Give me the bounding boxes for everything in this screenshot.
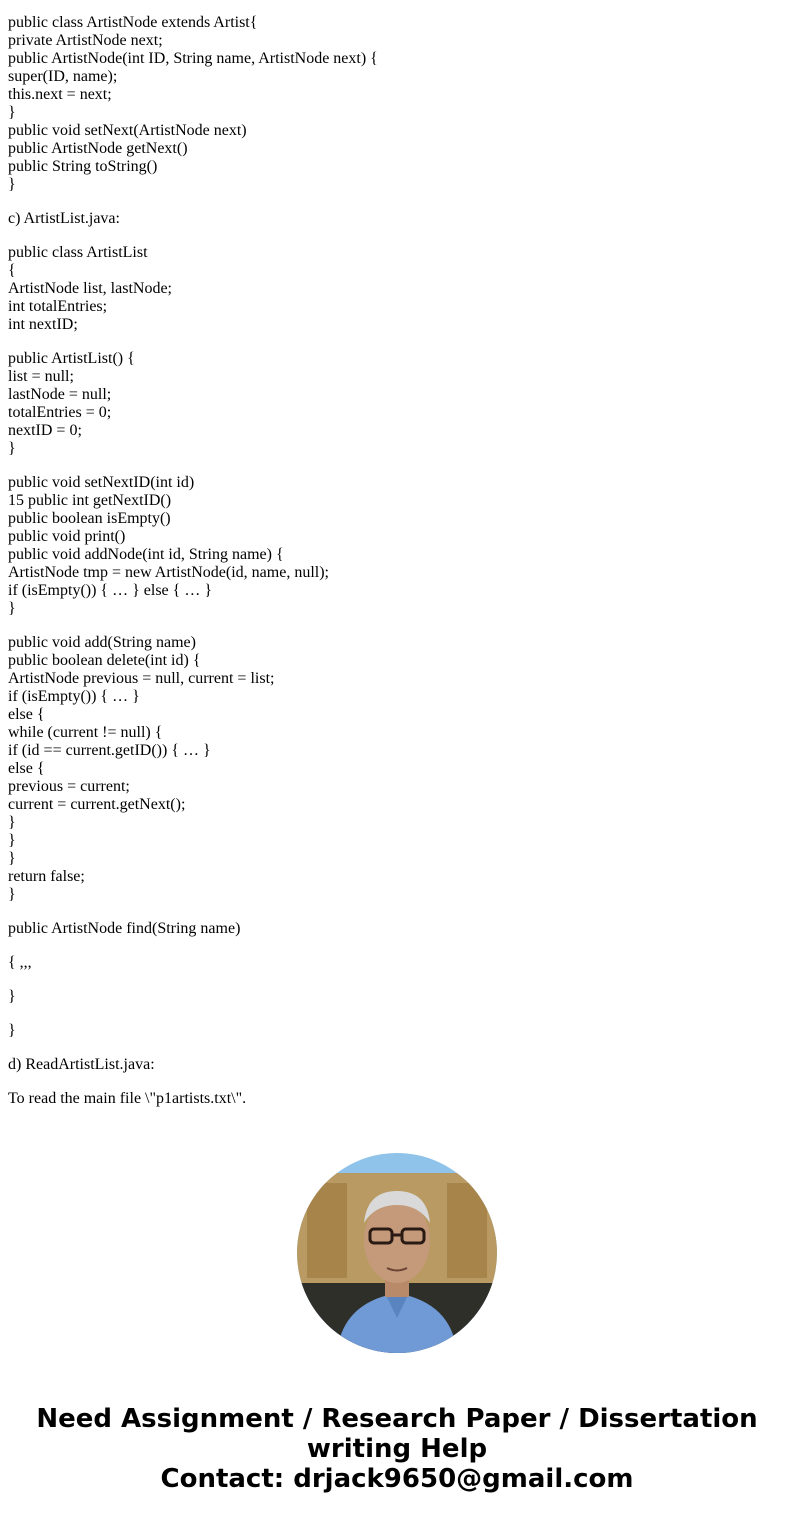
text-block — [8, 920, 778, 938]
code-line: public void add(String name) — [8, 634, 196, 651]
promo-headline-line2: writing Help — [306, 1434, 488, 1464]
code-line: int totalEntries; — [8, 298, 108, 315]
code-line: public void setNext(ArtistNode next) — [8, 122, 247, 139]
text-block — [8, 988, 778, 1006]
code-line: } — [8, 832, 16, 849]
code-line: if (isEmpty()) { … } — [8, 688, 140, 705]
code-line: d) ReadArtistList.java: — [8, 1056, 155, 1073]
person-photo-icon — [297, 1153, 497, 1353]
code-line: public class ArtistNode extends Artist{ — [8, 14, 258, 31]
code-line: } — [8, 176, 16, 193]
code-line: c) ArtistList.java: — [8, 210, 120, 227]
code-line: } — [8, 1022, 16, 1039]
code-line: public ArtistNode(int ID, String name, ArtistNode next) { — [8, 50, 378, 67]
code-line: totalEntries = 0; — [8, 404, 112, 421]
text-block — [8, 1090, 778, 1108]
code-line: ArtistNode list, lastNode; — [8, 280, 172, 297]
code-line: nextID = 0; — [8, 422, 82, 439]
author-avatar — [297, 1153, 497, 1353]
text-block — [8, 954, 778, 972]
text-block — [8, 210, 778, 228]
code-line: ArtistNode tmp = new ArtistNode(id, name, null); — [8, 564, 329, 581]
code-line: while (current != null) { — [8, 724, 163, 741]
code-line: } — [8, 886, 16, 903]
code-line: To read the main file \"p1artists.txt\". — [8, 1090, 247, 1107]
text-block — [8, 350, 778, 458]
promo-contact-line: Contact: drjack9650@gmail.com — [160, 1464, 634, 1494]
code-line: this.next = next; — [8, 86, 112, 103]
code-line: else { — [8, 760, 45, 777]
code-line: 15 public int getNextID() — [8, 492, 172, 509]
code-line: public void addNode(int id, String name) { — [8, 546, 284, 563]
code-line: } — [8, 850, 16, 867]
text-block — [8, 1022, 778, 1040]
code-line: public String toString() — [8, 158, 158, 175]
code-line: public class ArtistList — [8, 244, 148, 261]
code-line: public boolean isEmpty() — [8, 510, 171, 527]
code-line: public ArtistList() { — [8, 350, 135, 367]
code-line: ArtistNode previous = null, current = list; — [8, 670, 275, 687]
code-line: current = current.getNext(); — [8, 796, 186, 813]
code-line: public ArtistNode getNext() — [8, 140, 188, 157]
code-line: public ArtistNode find(String name) — [8, 920, 241, 937]
code-line: } — [8, 988, 16, 1005]
text-block — [8, 474, 778, 618]
code-line: } — [8, 814, 16, 831]
code-line: else { — [8, 706, 45, 723]
code-line: public void setNextID(int id) — [8, 474, 195, 491]
document-body — [8, 14, 778, 1124]
code-line: public boolean delete(int id) { — [8, 652, 201, 669]
code-line: super(ID, name); — [8, 68, 118, 85]
code-line: lastNode = null; — [8, 386, 112, 403]
text-block — [8, 634, 778, 904]
code-line: } — [8, 440, 16, 457]
code-line: previous = current; — [8, 778, 130, 795]
code-line: private ArtistNode next; — [8, 32, 163, 49]
code-line: int nextID; — [8, 316, 78, 333]
code-line: return false; — [8, 868, 85, 885]
code-line: if (id == current.getID()) { … } — [8, 742, 211, 759]
text-block — [8, 1056, 778, 1074]
code-line: { ,,, — [8, 954, 32, 971]
code-line: if (isEmpty()) { … } else { … } — [8, 582, 213, 599]
code-line: } — [8, 104, 16, 121]
text-block — [8, 244, 778, 334]
promo-banner — [0, 1404, 794, 1494]
text-block — [8, 14, 778, 194]
code-line: list = null; — [8, 368, 74, 385]
code-line: } — [8, 600, 16, 617]
code-line: public void print() — [8, 528, 126, 545]
promo-headline-line1: Need Assignment / Research Paper / Dissertation — [36, 1404, 758, 1434]
code-line: { — [8, 262, 16, 279]
